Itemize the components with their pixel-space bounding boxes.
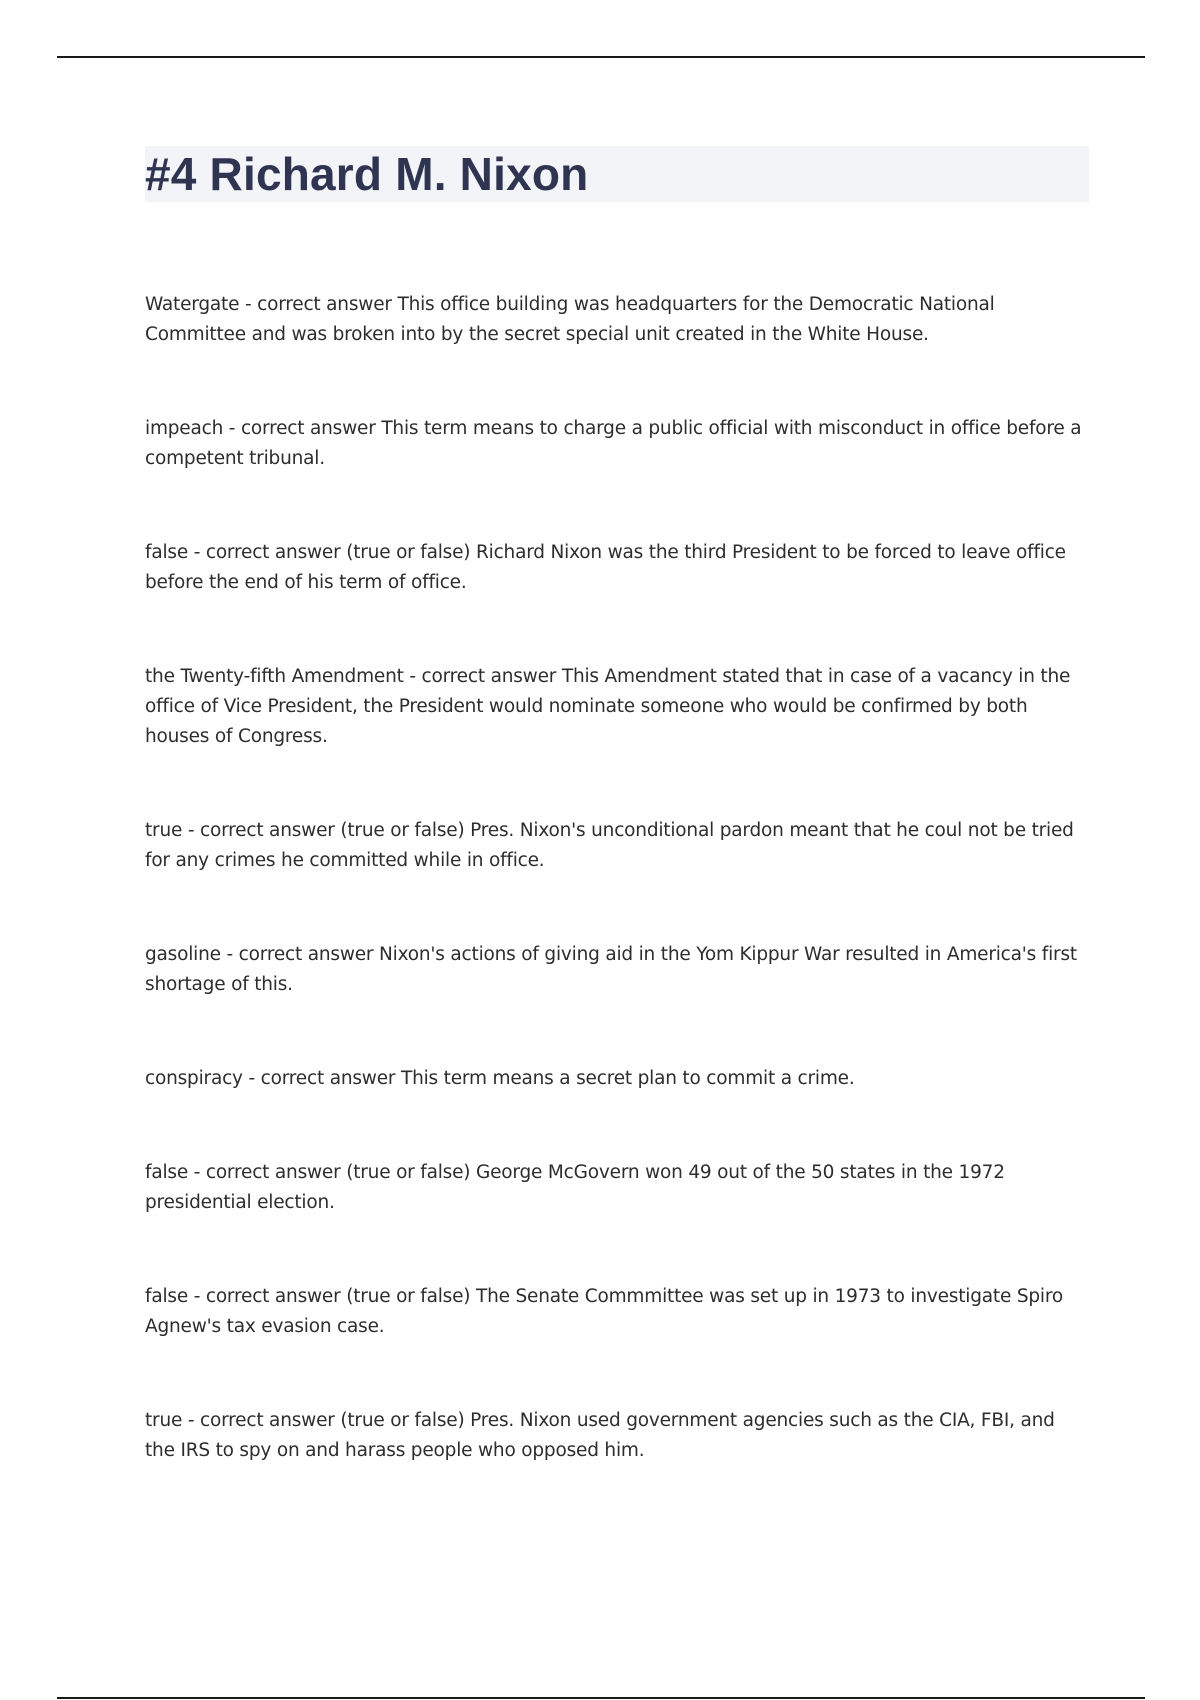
qa-item: impeach - correct answer This term means to charge a public official with misconduct in office before a competent tribunal. [145, 418, 1082, 469]
qa-item: false - correct answer (true or false) Richard Nixon was the third President to be forced to leave office before the end of his term of office. [145, 542, 1066, 593]
qa-item: conspiracy - correct answer This term means a secret plan to commit a crime. [145, 1068, 855, 1089]
qa-item: true - correct answer (true or false) Pres. Nixon used government agencies such as the CIA, FBI, and the IRS to spy on and harass people who opposed him. [145, 1410, 1055, 1461]
qa-item: Watergate - correct answer This office building was headquarters for the Democratic National Committee and was broken into by the secret special unit created in the White House. [145, 294, 995, 345]
qa-list [145, 290, 1085, 1530]
qa-item: true - correct answer (true or false) Pres. Nixon's unconditional pardon meant that he coul not be tried for any crimes he committed while in office. [145, 820, 1074, 871]
qa-item: false - correct answer (true or false) The Senate Commmittee was set up in 1973 to investigate Spiro Agnew's tax evasion case. [145, 1286, 1063, 1337]
bottom-divider [57, 1697, 1145, 1699]
top-divider [57, 56, 1145, 58]
page-title: #4 Richard M. Nixon [145, 148, 589, 200]
qa-item: gasoline - correct answer Nixon's actions of giving aid in the Yom Kippur War resulted in America's first shortage of this. [145, 944, 1077, 995]
qa-item: false - correct answer (true or false) George McGovern won 49 out of the 50 states in the 1972 presidential election. [145, 1162, 1005, 1213]
qa-item: the Twenty-fifth Amendment - correct answer This Amendment stated that in case of a vacancy in the office of Vice President, the President would nominate someone who would be confirmed by both houses of Congress. [145, 666, 1071, 747]
